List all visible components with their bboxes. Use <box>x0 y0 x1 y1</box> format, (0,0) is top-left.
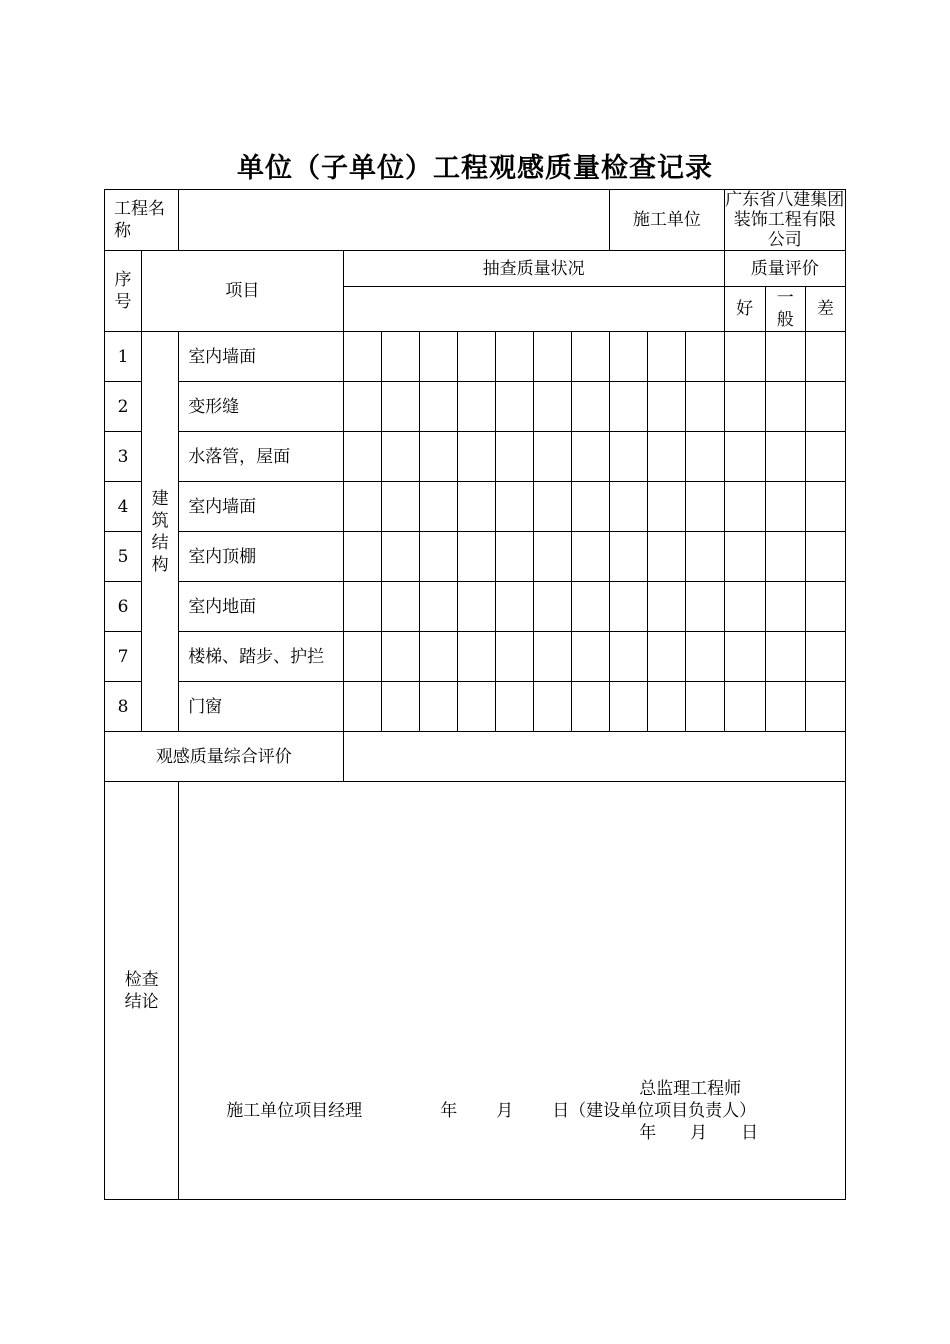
check-cell[interactable] <box>534 332 572 382</box>
rating-good-cell[interactable] <box>724 432 765 482</box>
check-cell[interactable] <box>610 382 648 432</box>
table-row <box>105 532 846 582</box>
check-cell[interactable] <box>419 432 457 482</box>
overall-rating-field[interactable] <box>343 732 845 782</box>
chief-supervisor-label: 总监理工程师 <box>639 1079 742 1099</box>
check-cell[interactable] <box>496 432 534 482</box>
seq-header <box>105 251 142 332</box>
check-cell[interactable] <box>457 332 495 382</box>
check-cell[interactable] <box>610 582 648 632</box>
check-cell[interactable] <box>496 532 534 582</box>
check-cell[interactable] <box>381 532 419 582</box>
rating-good-cell[interactable] <box>724 582 765 632</box>
check-cell[interactable] <box>381 332 419 382</box>
rating-average-line1: 一 <box>776 288 794 308</box>
check-cell[interactable] <box>496 682 534 732</box>
check-cell[interactable] <box>648 582 686 632</box>
check-cell[interactable] <box>686 582 724 632</box>
check-cell[interactable] <box>457 382 495 432</box>
check-cell[interactable] <box>419 332 457 382</box>
check-cell[interactable] <box>343 632 381 682</box>
rating-poor-cell[interactable] <box>805 532 845 582</box>
check-cell[interactable] <box>534 482 572 532</box>
rating-poor-cell[interactable] <box>805 582 845 632</box>
rating-average-cell[interactable] <box>765 432 805 482</box>
check-cell[interactable] <box>343 332 381 382</box>
check-cell[interactable] <box>343 532 381 582</box>
rating-average-cell[interactable] <box>765 632 805 682</box>
check-cell[interactable] <box>686 332 724 382</box>
row-item: 水落管，屋面 <box>179 432 343 482</box>
category-char-3: 结 <box>151 532 169 553</box>
table-row <box>105 382 846 432</box>
category-char-1: 建 <box>151 488 169 509</box>
check-cell[interactable] <box>381 482 419 532</box>
conclusion-field[interactable] <box>179 782 846 1200</box>
contractor-value-line1: 广东省八建集团装饰工程有限 <box>725 190 845 230</box>
check-cell[interactable] <box>572 682 610 732</box>
row-number: 8 <box>105 682 142 732</box>
row-number: 7 <box>105 632 142 682</box>
rating-average-cell[interactable] <box>765 682 805 732</box>
row-item: 楼梯、踏步、护拦 <box>179 632 343 682</box>
table-row <box>105 682 846 732</box>
table-row <box>105 582 846 632</box>
check-cell[interactable] <box>610 482 648 532</box>
conclusion-label-line1: 检查 <box>124 969 159 990</box>
quality-rating-header: 质量评价 <box>724 251 845 287</box>
check-cell[interactable] <box>610 532 648 582</box>
rating-good-cell[interactable] <box>724 682 765 732</box>
check-cell[interactable] <box>572 332 610 382</box>
check-cell[interactable] <box>381 682 419 732</box>
check-cell[interactable] <box>572 532 610 582</box>
rating-average-cell[interactable] <box>765 582 805 632</box>
item-header: 项目 <box>142 251 344 332</box>
check-cell[interactable] <box>572 582 610 632</box>
check-cell[interactable] <box>457 482 495 532</box>
rating-poor-cell[interactable] <box>805 332 845 382</box>
chief-supervisor-date: 年 月 日 <box>639 1123 759 1143</box>
row-number: 1 <box>105 332 142 382</box>
rating-average-cell[interactable] <box>765 482 805 532</box>
check-cell[interactable] <box>610 632 648 682</box>
inspection-form-table <box>104 189 846 1200</box>
check-cell[interactable] <box>572 482 610 532</box>
rating-average-cell[interactable] <box>765 332 805 382</box>
check-cell[interactable] <box>419 482 457 532</box>
rating-average-header <box>765 287 805 332</box>
conclusion-label <box>105 782 179 1200</box>
check-cell[interactable] <box>419 382 457 432</box>
check-cell[interactable] <box>457 682 495 732</box>
check-cell[interactable] <box>534 582 572 632</box>
table-row <box>105 632 846 682</box>
check-cell[interactable] <box>496 332 534 382</box>
check-cell[interactable] <box>610 432 648 482</box>
check-cell[interactable] <box>572 382 610 432</box>
check-cell[interactable] <box>534 532 572 582</box>
date-year: 年 <box>440 1101 458 1121</box>
row-item: 门窗 <box>179 682 343 732</box>
chief-supervisor-block <box>577 1078 758 1144</box>
check-cell[interactable] <box>648 532 686 582</box>
row-item: 变形缝 <box>179 382 343 432</box>
check-cell[interactable] <box>686 482 724 532</box>
rating-poor-cell[interactable] <box>805 632 845 682</box>
row-item: 室内顶棚 <box>179 532 343 582</box>
rating-poor-cell[interactable] <box>805 432 845 482</box>
table-row <box>105 332 846 382</box>
contractor-field[interactable] <box>724 190 845 251</box>
row-number: 4 <box>105 482 142 532</box>
rating-good-cell[interactable] <box>724 332 765 382</box>
check-cell[interactable] <box>686 432 724 482</box>
rating-poor-cell[interactable] <box>805 382 845 432</box>
row-number: 2 <box>105 382 142 432</box>
check-cell[interactable] <box>648 632 686 682</box>
check-cell[interactable] <box>648 682 686 732</box>
check-cell[interactable] <box>686 382 724 432</box>
rating-good-header: 好 <box>724 287 765 332</box>
rating-average-line2: 般 <box>776 310 794 330</box>
check-cell[interactable] <box>457 582 495 632</box>
check-cell[interactable] <box>534 432 572 482</box>
page-title: 单位（子单位）工程观感质量检查记录 <box>237 153 713 184</box>
rating-good-cell[interactable] <box>724 632 765 682</box>
project-name-field[interactable] <box>179 190 610 251</box>
check-cell[interactable] <box>648 482 686 532</box>
table-row <box>105 482 846 532</box>
check-cell[interactable] <box>496 482 534 532</box>
row-number: 6 <box>105 582 142 632</box>
check-cell[interactable] <box>457 632 495 682</box>
check-cell[interactable] <box>572 632 610 682</box>
category-cell <box>142 332 179 732</box>
overall-rating-label: 观感质量综合评价 <box>105 732 344 782</box>
check-cell[interactable] <box>343 432 381 482</box>
check-cell[interactable] <box>686 532 724 582</box>
check-cell[interactable] <box>534 632 572 682</box>
check-cell[interactable] <box>610 682 648 732</box>
check-cell[interactable] <box>381 382 419 432</box>
table-row <box>105 432 846 482</box>
check-cell[interactable] <box>648 382 686 432</box>
rating-poor-cell[interactable] <box>805 682 845 732</box>
check-cell[interactable] <box>572 432 610 482</box>
category-char-2: 筑 <box>151 510 169 531</box>
row-item: 室内墙面 <box>179 332 343 382</box>
check-cell[interactable] <box>610 332 648 382</box>
check-cell[interactable] <box>381 582 419 632</box>
check-cell[interactable] <box>496 632 534 682</box>
project-manager-label: 施工单位项目经理 <box>226 1101 363 1121</box>
check-cell[interactable] <box>457 432 495 482</box>
check-cell[interactable] <box>496 382 534 432</box>
row-item: 室内地面 <box>179 582 343 632</box>
contractor-label: 施工单位 <box>610 190 724 251</box>
check-cell[interactable] <box>381 632 419 682</box>
contractor-value-line2: 公司 <box>767 230 802 250</box>
check-cell[interactable] <box>419 632 457 682</box>
date-day-owner: 日（建设单位项目负责人） <box>552 1101 757 1121</box>
check-cell[interactable] <box>343 582 381 632</box>
category-char-4: 构 <box>151 554 169 575</box>
check-cell[interactable] <box>534 682 572 732</box>
rating-average-cell[interactable] <box>765 532 805 582</box>
rating-poor-header: 差 <box>805 287 845 332</box>
date-month: 月 <box>496 1101 514 1121</box>
rating-good-cell[interactable] <box>724 482 765 532</box>
rating-good-cell[interactable] <box>724 532 765 582</box>
conclusion-label-line2: 结论 <box>124 991 159 1012</box>
row-number: 5 <box>105 532 142 582</box>
rating-good-cell[interactable] <box>724 382 765 432</box>
check-cell[interactable] <box>648 332 686 382</box>
check-cell[interactable] <box>343 682 381 732</box>
project-name-label: 工程名称 <box>105 190 179 251</box>
check-cell[interactable] <box>457 532 495 582</box>
seq-header-line1: 序 <box>114 270 132 290</box>
inspection-status-subheader <box>343 287 724 332</box>
inspection-status-header: 抽查质量状况 <box>343 251 724 287</box>
check-cell[interactable] <box>648 432 686 482</box>
check-cell[interactable] <box>381 432 419 482</box>
check-cell[interactable] <box>534 382 572 432</box>
rating-poor-cell[interactable] <box>805 482 845 532</box>
check-cell[interactable] <box>686 632 724 682</box>
seq-header-line2: 号 <box>114 292 132 312</box>
check-cell[interactable] <box>419 532 457 582</box>
check-cell[interactable] <box>419 682 457 732</box>
check-cell[interactable] <box>686 682 724 732</box>
check-cell[interactable] <box>343 382 381 432</box>
row-item: 室内墙面 <box>179 482 343 532</box>
check-cell[interactable] <box>419 582 457 632</box>
row-number: 3 <box>105 432 142 482</box>
rating-average-cell[interactable] <box>765 382 805 432</box>
check-cell[interactable] <box>343 482 381 532</box>
check-cell[interactable] <box>496 582 534 632</box>
